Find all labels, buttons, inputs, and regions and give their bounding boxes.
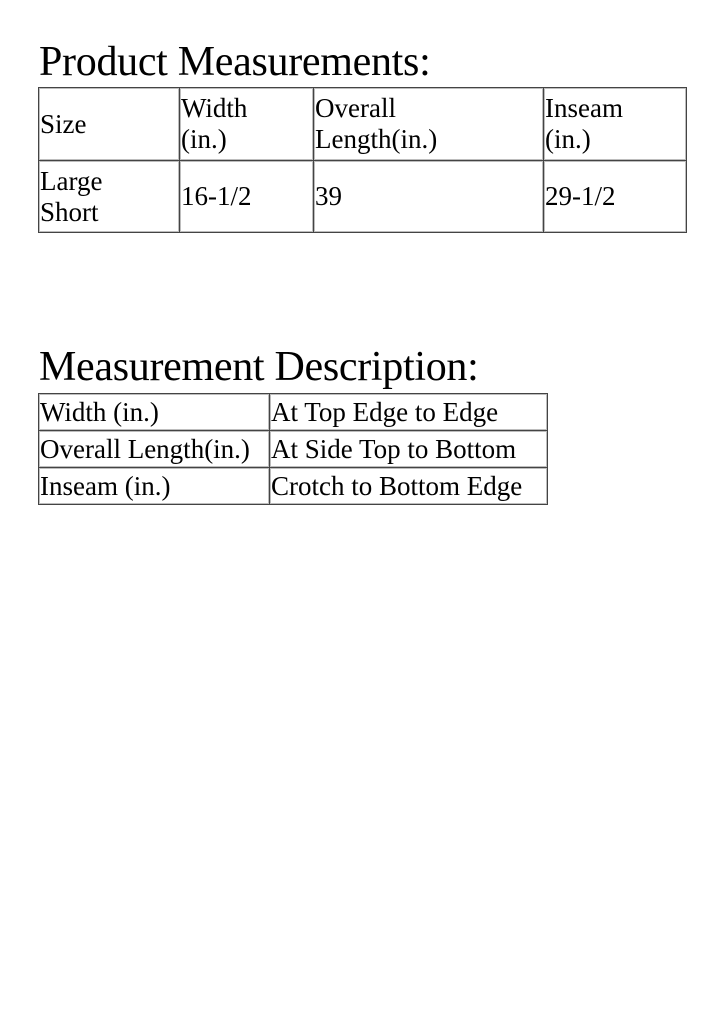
table-row [39,394,548,431]
table-header-row [39,88,687,161]
header-overall-length-line-1: Overall [315,93,396,123]
cell-measure: Width (in.) [39,394,270,431]
header-overall-length [314,88,544,161]
cell-description: Crotch to Bottom Edge [270,468,548,505]
cell-size-line-2: Short [40,196,99,227]
table-row [39,468,548,505]
cell-width: 16-1/2 [180,161,314,233]
cell-description: At Top Edge to Edge [270,394,548,431]
cell-size [39,161,180,233]
table-row [39,161,687,233]
header-inseam-line-1: Inseam [545,93,623,123]
cell-size-line-1: Large [40,165,103,196]
header-width-line-1: Width [181,93,248,123]
header-inseam-line-2: (in.) [545,124,591,154]
header-size [39,88,180,161]
cell-measure: Overall Length(in.) [39,431,270,468]
header-width [180,88,314,161]
cell-inseam: 29-1/2 [544,161,687,233]
cell-description: At Side Top to Bottom [270,431,548,468]
table-row [39,431,548,468]
header-overall-length-line-2: Length(in.) [315,124,438,154]
measurement-description-table [38,393,548,505]
header-width-line-2: (in.) [181,124,227,154]
cell-measure: Inseam (in.) [39,468,270,505]
cell-overall-length: 39 [314,161,544,233]
product-measurements-table [38,87,687,233]
header-inseam [544,88,687,161]
product-measurements-heading: Product Measurements: [39,39,431,85]
measurement-description-heading: Measurement Description: [39,344,479,390]
header-size-label: Size [40,108,87,139]
